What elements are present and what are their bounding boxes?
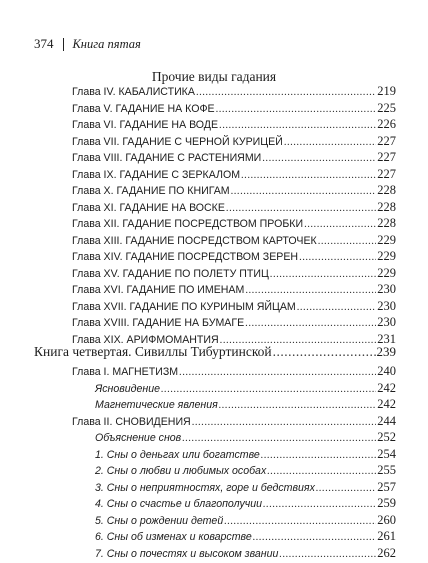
toc-entry-label: Глава VI. ГАДАНИЕ НА ВОДЕ: [72, 119, 219, 131]
toc-entry-page: 255: [377, 463, 396, 477]
toc-entry-label: Глава XVII. ГАДАНИЕ ПО КУРИНЫМ ЯЙЦАМ: [72, 300, 296, 313]
toc-subentry[interactable]: [95, 462, 396, 478]
toc-entry-page: 225: [377, 100, 396, 115]
toc-entry-page: 242: [377, 380, 396, 395]
toc-entry-page: 259: [377, 496, 396, 510]
toc-entry-label: 5. Сны о рождении детей: [95, 514, 224, 527]
toc-entry-label: Глава XIX. АРИФМОМАНТИЯ: [72, 333, 219, 346]
toc-entry[interactable]: [72, 281, 396, 297]
toc-entry-label: Глава XVIII. ГАДАНИЕ НА БУМАГЕ: [72, 317, 245, 329]
toc-entry-label: 2. Сны о любви и любимых особах: [95, 465, 267, 477]
toc-entry-page: 228: [377, 199, 396, 214]
toc-entry[interactable]: [72, 248, 396, 264]
toc-entry[interactable]: [72, 199, 396, 215]
toc-entry-label: Глава VII. ГАДАНИЕ С ЧЕРНОЙ КУРИЦЕЙ: [72, 135, 283, 148]
toc-entry-label: Ясновидение: [95, 382, 161, 395]
toc-entry-page: 230: [377, 298, 396, 313]
toc-entry-label: 4. Сны о счастье и благополучии: [95, 498, 263, 510]
toc-entry-page: 231: [377, 331, 396, 346]
toc-entry-label: Глава XIII. ГАДАНИЕ ПОСРЕДСТВОМ КАРТОЧЕК: [72, 234, 317, 247]
toc-entry[interactable]: [72, 149, 396, 165]
toc-entry-page: 229: [377, 265, 396, 280]
toc-subentry[interactable]: [95, 446, 396, 462]
toc-entry-page: 230: [377, 315, 396, 329]
toc-entry-page: 260: [377, 512, 396, 527]
toc-entry-page: 252: [377, 430, 396, 444]
toc-entry-page: 242: [377, 397, 396, 411]
toc-entry[interactable]: [72, 265, 396, 281]
toc-entry[interactable]: [72, 83, 396, 99]
toc-entry-label: Глава IX. ГАДАНИЕ С ЗЕРКАЛОМ: [72, 168, 241, 181]
toc-entry-label: Глава X. ГАДАНИЕ ПО КНИГАМ: [72, 185, 230, 197]
toc-entry-page: 219: [377, 84, 396, 98]
toc-entry-page: 257: [377, 479, 396, 494]
toc-entry-label: Магнетические явления: [95, 399, 218, 411]
toc-entry-page: 229: [377, 232, 396, 247]
toc-entry-label: Глава XII. ГАДАНИЕ ПОСРЕДСТВОМ ПРОБКИ: [72, 218, 304, 230]
toc-entry-page: 227: [377, 150, 396, 164]
toc-entry[interactable]: [72, 232, 396, 248]
toc-entry-label: Глава XIV. ГАДАНИЕ ПОСРЕДСТВОМ ЗЕРЕН: [72, 251, 299, 263]
toc-entry[interactable]: [72, 363, 396, 379]
page-header: [34, 36, 141, 52]
toc-subentry[interactable]: [95, 429, 396, 445]
toc-entry[interactable]: [72, 100, 396, 116]
toc-entry[interactable]: [72, 182, 396, 198]
toc-entry[interactable]: [72, 215, 396, 231]
toc-entry-page: 227: [377, 166, 396, 181]
toc-entry-page: 261: [377, 529, 396, 543]
dot-leader: [273, 343, 376, 359]
toc-entry-page: 228: [377, 216, 396, 230]
toc-entry-page: 226: [377, 117, 396, 131]
header-divider: [63, 38, 64, 51]
toc-subentry[interactable]: [95, 396, 396, 412]
toc-entry[interactable]: [72, 166, 396, 182]
page-number: 374: [34, 36, 54, 51]
toc-entry-page: 229: [377, 249, 396, 263]
section-title: Прочие виды гадания: [151, 69, 277, 84]
toc-entry-label: Глава II. СНОВИДЕНИЯ: [72, 415, 191, 428]
toc-entry-label: Объяснение снов: [95, 432, 182, 444]
toc-entry-page: 262: [377, 545, 396, 560]
toc-entry-page: 254: [377, 446, 396, 461]
toc-subentry[interactable]: [95, 380, 396, 396]
toc-entry-page: 239: [376, 344, 396, 359]
toc-entry-label: Глава V. ГАДАНИЕ НА КОФЕ: [72, 102, 215, 115]
toc-entry[interactable]: [72, 314, 396, 330]
dot-leader: [279, 547, 376, 563]
toc-entry-label: Книга четвертая. Сивиллы Тибуртинской: [34, 344, 272, 359]
toc-entry-label: 1. Сны о деньгах или богатстве: [95, 448, 260, 461]
toc-entry-label: 7. Сны о почестях и высоком звании: [95, 547, 279, 560]
toc-entry-label: Глава XV. ГАДАНИЕ ПО ПОЛЕТУ ПТИЦ: [72, 267, 269, 280]
toc-entry-page: 244: [377, 413, 396, 428]
toc-entry-page: 240: [377, 364, 396, 378]
toc-entry-label: 3. Сны о неприятностях, горе и бедствиях: [95, 481, 315, 494]
toc-entry-label: Глава VIII. ГАДАНИЕ С РАСТЕНИЯМИ: [72, 152, 262, 164]
toc-subentry[interactable]: [95, 512, 396, 528]
toc-entry[interactable]: [72, 413, 396, 429]
toc-entry-label: Глава IV. КАБАЛИСТИКА: [72, 86, 195, 98]
toc-entry[interactable]: [72, 133, 396, 149]
toc-entry[interactable]: [72, 116, 396, 132]
toc-entry-label: 6. Сны об изменах и коварстве: [95, 531, 252, 543]
toc-entry-page: 227: [377, 133, 396, 148]
toc-subentry[interactable]: [95, 479, 396, 495]
running-title: Книга пятая: [72, 36, 141, 51]
toc-entry[interactable]: [72, 298, 396, 314]
toc-entry-label: Глава I. МАГНЕТИЗМ: [72, 366, 179, 378]
toc-entry-page: 228: [377, 183, 396, 197]
toc-subentry[interactable]: [95, 545, 396, 561]
toc-entry-label: Глава XVI. ГАДАНИЕ ПО ИМЕНАМ: [72, 284, 245, 296]
toc-book-heading[interactable]: [34, 343, 396, 361]
toc-subentry[interactable]: [95, 528, 396, 544]
toc-entry-label: Глава XI. ГАДАНИЕ НА ВОСКЕ: [72, 201, 225, 214]
toc-subentry[interactable]: [95, 495, 396, 511]
toc-entry-page: 230: [377, 282, 396, 296]
